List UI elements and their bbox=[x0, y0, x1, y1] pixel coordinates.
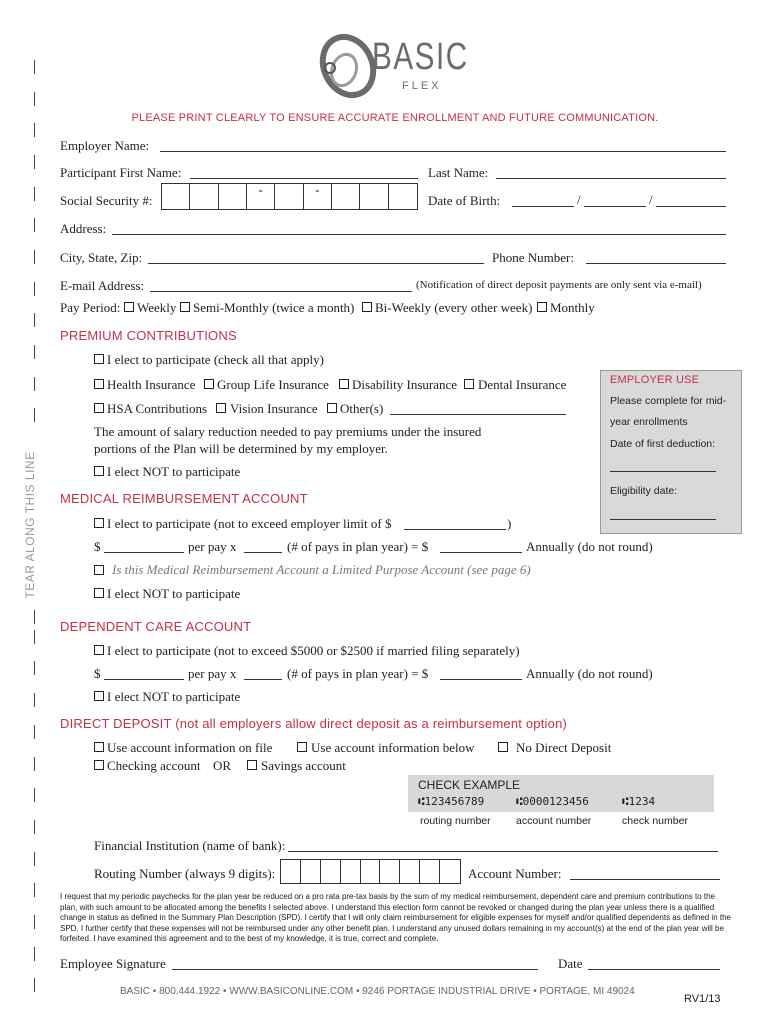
disability-checkbox[interactable] bbox=[339, 379, 349, 389]
institution-field[interactable] bbox=[288, 851, 718, 852]
group-life-checkbox[interactable] bbox=[204, 379, 214, 389]
signature-label: Employee Signature bbox=[60, 956, 166, 971]
dob-day-field[interactable] bbox=[584, 206, 646, 207]
first-name-field[interactable] bbox=[190, 178, 418, 179]
medical-num-pays-field[interactable] bbox=[244, 552, 282, 553]
dependent-per-pay-field[interactable] bbox=[104, 679, 184, 680]
savings-checkbox[interactable] bbox=[247, 760, 257, 770]
check-number-label: check number bbox=[622, 815, 688, 827]
or-label: OR bbox=[213, 758, 232, 773]
dependent-annual-field[interactable] bbox=[440, 679, 522, 680]
premium-not-participate-label: I elect NOT to participate bbox=[107, 464, 241, 479]
first-deduction-field[interactable] bbox=[610, 471, 716, 472]
signature-field[interactable] bbox=[172, 969, 538, 970]
disability-label: Disability Insurance bbox=[352, 377, 458, 392]
certification-text: I request that my periodic paychecks for the plan year be reduced on a pro rata pre-tax basis by the sum of my medical reimbursement, dependent care and premium contributions to the plan, with such amount to be allocated among the benefits I selected above. I understand this election form cannot be revoked or changed during the plan year unless there is a qualified change in status as defined in the Summary Plan Description (SPD). I certify that I will only claim reimbursement for eligible expenses for myself and/or qualified dependents as defined in the SPD. I further certify that these expenses will not be reimbursed under any other benefit plan. I understand any unused dollars remaining in my account(s) at the end of the plan year will be forfeited. I have examined this agreement and to the best of my knowledge, it is true, correct and complete. bbox=[60, 892, 732, 943]
medical-title: MEDICAL REIMBURSEMENT ACCOUNT bbox=[60, 491, 308, 506]
last-name-field[interactable] bbox=[496, 178, 726, 179]
limited-purpose-checkbox[interactable] bbox=[94, 565, 104, 575]
pay-period-label: Pay Period: bbox=[60, 300, 121, 315]
dependent-title: DEPENDENT CARE ACCOUNT bbox=[60, 619, 252, 634]
medical-participate-checkbox[interactable] bbox=[94, 518, 104, 528]
others-field[interactable] bbox=[390, 414, 566, 415]
dental-label: Dental Insurance bbox=[478, 377, 567, 392]
routing-digits: ⑆123456789 bbox=[418, 795, 485, 808]
dependent-dollar: $ bbox=[94, 666, 101, 681]
phone-field[interactable] bbox=[586, 263, 726, 264]
check-digits: ⑆1234 bbox=[622, 795, 656, 808]
use-file-label: Use account information on file bbox=[107, 740, 273, 755]
medical-close-paren: ) bbox=[507, 516, 512, 531]
email-field[interactable] bbox=[150, 291, 412, 292]
ssn-dash-1: - bbox=[258, 182, 263, 197]
check-example-title: CHECK EXAMPLE bbox=[418, 778, 521, 792]
pay-monthly-label: Monthly bbox=[550, 300, 595, 315]
routing-number-field[interactable] bbox=[280, 859, 461, 884]
premium-not-participate-checkbox[interactable] bbox=[94, 466, 104, 476]
use-file-checkbox[interactable] bbox=[94, 742, 104, 752]
routing-number-label: routing number bbox=[420, 815, 491, 827]
hsa-label: HSA Contributions bbox=[107, 401, 208, 416]
eligibility-label: Eligibility date: bbox=[610, 485, 678, 497]
dob-month-field[interactable] bbox=[512, 206, 574, 207]
employer-use-line2: year enrollments bbox=[610, 416, 688, 428]
email-note: (Notification of direct deposit payments are only sent via e-mail) bbox=[416, 279, 702, 291]
employer-name-label: Employer Name: bbox=[60, 138, 150, 153]
dob-year-field[interactable] bbox=[656, 206, 726, 207]
address-label: Address: bbox=[60, 221, 107, 236]
footer-text: BASIC • 800.444.1922 • WWW.BASICONLINE.COM • 9246 PORTAGE INDUSTRIAL DRIVE • PORTAGE, MI 49024 bbox=[120, 986, 635, 997]
address-field[interactable] bbox=[112, 234, 726, 235]
routing-label: Routing Number (always 9 digits): bbox=[94, 866, 276, 881]
checking-label: Checking account bbox=[107, 758, 201, 773]
hsa-checkbox[interactable] bbox=[94, 403, 104, 413]
institution-label: Financial Institution (name of bank): bbox=[94, 838, 286, 853]
health-insurance-label: Health Insurance bbox=[107, 377, 196, 392]
medical-num-pays-label: (# of pays in plan year) = $ bbox=[287, 539, 429, 554]
city-field[interactable] bbox=[148, 263, 484, 264]
use-below-checkbox[interactable] bbox=[297, 742, 307, 752]
employer-use-title: EMPLOYER USE bbox=[610, 374, 700, 386]
no-deposit-label: No Direct Deposit bbox=[516, 740, 612, 755]
others-label: Other(s) bbox=[340, 401, 384, 416]
account-label: Account Number: bbox=[468, 866, 562, 881]
print-clearly-banner: PLEASE PRINT CLEARLY TO ENSURE ACCURATE ENROLLMENT AND FUTURE COMMUNICATION. bbox=[131, 112, 659, 124]
limited-purpose-label: Is this Medical Reimbursement Account a Limited Purpose Account (see page 6) bbox=[112, 562, 531, 577]
logo-rings-icon bbox=[318, 30, 380, 100]
premium-note-1: The amount of salary reduction needed to pay premiums under the insured bbox=[94, 424, 482, 439]
group-life-label: Group Life Insurance bbox=[217, 377, 329, 392]
account-number-label: account number bbox=[516, 815, 592, 827]
logo-brand: BASIC bbox=[372, 36, 469, 78]
vision-label: Vision Insurance bbox=[230, 401, 318, 416]
ssn-field[interactable] bbox=[161, 183, 418, 210]
premium-participate-label: I elect to participate (check all that apply) bbox=[107, 352, 324, 367]
dependent-participate-checkbox[interactable] bbox=[94, 645, 104, 655]
dental-checkbox[interactable] bbox=[464, 379, 474, 389]
vision-checkbox[interactable] bbox=[216, 403, 226, 413]
employer-use-line1: Please complete for mid- bbox=[610, 395, 727, 407]
employer-name-field[interactable] bbox=[160, 151, 726, 152]
dependent-num-pays-label: (# of pays in plan year) = $ bbox=[287, 666, 429, 681]
first-name-label: Participant First Name: bbox=[60, 165, 182, 180]
account-digits: ⑆0000123456 bbox=[516, 795, 589, 808]
medical-limit-field[interactable] bbox=[404, 529, 506, 530]
phone-label: Phone Number: bbox=[492, 250, 574, 265]
pay-bi-weekly-label: Bi-Weekly (every other week) bbox=[375, 300, 533, 315]
pay-weekly-checkbox[interactable] bbox=[124, 302, 134, 312]
dependent-participate-label: I elect to participate (not to exceed $5000 or $2500 if married filing separately) bbox=[107, 643, 520, 658]
ssn-label: Social Security #: bbox=[60, 193, 153, 208]
pay-bi-weekly-checkbox[interactable] bbox=[362, 302, 372, 312]
tear-label: TEAR ALONG THIS LINE bbox=[23, 451, 37, 599]
no-deposit-checkbox[interactable] bbox=[498, 742, 508, 752]
city-label: City, State, Zip: bbox=[60, 250, 143, 265]
use-below-label: Use account information below bbox=[311, 740, 475, 755]
checking-checkbox[interactable] bbox=[94, 760, 104, 770]
medical-per-pay-field[interactable] bbox=[104, 552, 184, 553]
pay-monthly-checkbox[interactable] bbox=[537, 302, 547, 312]
dependent-num-pays-field[interactable] bbox=[244, 679, 282, 680]
others-checkbox[interactable] bbox=[327, 403, 337, 413]
dependent-not-participate-label: I elect NOT to participate bbox=[107, 689, 241, 704]
medical-participate-label: I elect to participate (not to exceed employer limit of $ bbox=[107, 516, 392, 531]
ssn-dash-2: - bbox=[315, 182, 320, 197]
dob-label: Date of Birth: bbox=[428, 193, 501, 208]
logo-sub: FLEX bbox=[402, 80, 442, 92]
account-field[interactable] bbox=[570, 879, 720, 880]
date-label: Date bbox=[558, 956, 583, 971]
premium-title: PREMIUM CONTRIBUTIONS bbox=[60, 328, 237, 343]
email-label: E-mail Address: bbox=[60, 278, 145, 293]
dependent-annually-label: Annually (do not round) bbox=[526, 666, 653, 681]
dependent-per-pay-label: per pay x bbox=[188, 666, 237, 681]
health-insurance-checkbox[interactable] bbox=[94, 379, 104, 389]
medical-annually-label: Annually (do not round) bbox=[526, 539, 653, 554]
basic-flex-logo bbox=[318, 30, 468, 100]
medical-dollar: $ bbox=[94, 539, 101, 554]
last-name-label: Last Name: bbox=[428, 165, 489, 180]
date-field[interactable] bbox=[588, 969, 720, 970]
eligibility-field[interactable] bbox=[610, 519, 716, 520]
medical-per-pay-label: per pay x bbox=[188, 539, 237, 554]
pay-semi-monthly-checkbox[interactable] bbox=[180, 302, 190, 312]
premium-note-2: portions of the Plan will be determined by my employer. bbox=[94, 441, 388, 456]
dependent-not-participate-checkbox[interactable] bbox=[94, 691, 104, 701]
premium-participate-checkbox[interactable] bbox=[94, 354, 104, 364]
dob-slash-2: / bbox=[649, 192, 653, 207]
dob-slash-1: / bbox=[577, 192, 581, 207]
direct-deposit-title: DIRECT DEPOSIT (not all employers allow direct deposit as a reimbursement option) bbox=[60, 716, 568, 731]
pay-semi-monthly-label: Semi-Monthly (twice a month) bbox=[193, 300, 355, 315]
first-deduction-label: Date of first deduction: bbox=[610, 438, 716, 450]
medical-not-participate-checkbox[interactable] bbox=[94, 588, 104, 598]
medical-not-participate-label: I elect NOT to participate bbox=[107, 586, 241, 601]
savings-label: Savings account bbox=[261, 758, 346, 773]
pay-weekly-label: Weekly bbox=[137, 300, 177, 315]
revision-label: RV1/13 bbox=[684, 993, 721, 1005]
medical-annual-field[interactable] bbox=[440, 552, 522, 553]
